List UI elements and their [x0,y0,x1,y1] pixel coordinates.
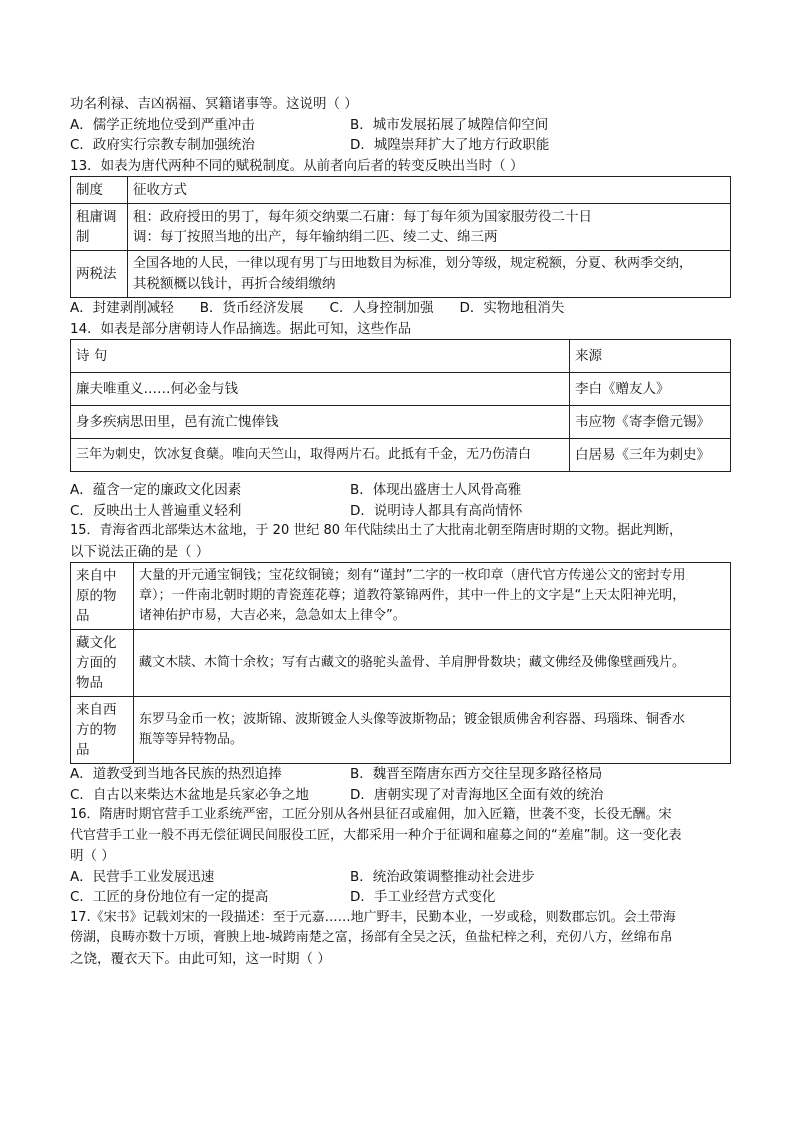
table-row [71,630,731,697]
q16-stem-line-3: 明（ ） [70,848,115,864]
table-row [71,340,731,373]
q12-options [70,115,730,136]
q15-options-row2 [70,785,730,806]
cell-line: 来自中 [76,568,117,584]
cell-line: 调：每丁按照当地的出产，每年输纳绢二匹、绫二丈、绵三两 [133,229,498,245]
q17-stem-line-2: 傍湖，良畴亦数十万顷，膏腴上地-城跨南楚之富，扬部有全吴之沃，鱼盐杞梓之利，充仞八方，丝绵布帛 [70,930,673,945]
table-cell [128,204,731,251]
q16-option-b[interactable]: B．统治政策调整推动社会进步 [350,868,535,885]
table-row [71,439,731,472]
q12-options-row2 [70,135,730,156]
q16-stem-line-1: 16．隋唐时期官营手工业系统严密，工匠分别从各州县征召或雇佣，加入匠籍，世袭不变，长役无酬。宋 [70,807,672,822]
q17-stem-line-1: 17.《宋书》记载刘宋的一段描述：至于元嘉……地广野丰，民勤本业，一岁或稔，则数郡忘饥。会土带海 [70,909,676,925]
q15-option-d[interactable]: D．唐朝实现了对青海地区全面有效的统治 [350,786,604,803]
table-cell: 白居易《三年为刺史》 [570,439,731,472]
q15-option-c[interactable]: C．自古以来柴达木盆地是兵家必争之地 [70,786,309,803]
q16-stem-line-2: 代官营手工业一般不再无偿征调民间服役工匠，大都采用一种介于征调和雇募之间的“差雇”制。这一变化表 [70,827,682,843]
table-row [71,251,731,298]
table-cell [71,630,134,697]
table-cell: 身多疾病思田里，邑有流亡愧俸钱 [71,406,570,439]
cell-line: 租：政府授田的男丁，每年须交纳粟二石庸：每丁每年须为国家服劳役二十日 [133,209,592,225]
q13-option-d[interactable]: D．实物地租消失 [459,300,565,316]
q14-stem: 14．如表是部分唐朝诗人作品摘选。据此可知，这些作品 [70,320,412,337]
q14-option-a[interactable]: A．蕴含一定的廉政文化因素 [70,482,242,498]
cell-line: 品 [76,608,90,624]
q14-option-c[interactable]: C．反映出士人普遍重义轻利 [70,502,242,519]
cell-line: 其税额概以钱计，再折合绫绢缴纳 [133,276,336,292]
q12-option-b[interactable]: B．城市发展拓展了城隍信仰空间 [350,116,549,133]
cell-line: 藏文化 [76,635,117,651]
table-cell [71,697,134,764]
table-cell [71,563,134,630]
exam-page [70,94,730,969]
table-header-cell: 诗 句 [71,340,570,373]
q15-option-a[interactable]: A．道教受到当地各民族的热烈追捧 [70,766,282,782]
q13-option-c[interactable]: C．人身控制加强 [329,300,434,316]
q13-option-a[interactable]: A．封建剥削减轻 [70,300,174,316]
q16-option-d[interactable]: D．手工业经营方式变化 [350,889,496,905]
q14-option-b[interactable]: B．体现出盛唐士人风骨高雅 [350,482,522,498]
table-row [71,177,731,204]
q16-option-c[interactable]: C．工匠的身份地位有一定的提高 [70,889,269,905]
cell-line: 方面的 [76,655,117,671]
cell-line: 全国各地的人民，一律以现有男丁与田地数目为标准，划分等级，规定税额，分夏、秋两季交纳， [133,256,693,271]
q12-stem: 功名利禄、吉凶祸福、冥籍诸事等。这说明（ ） [70,96,358,112]
q13-stem: 13．如表为唐代两种不同的赋税制度。从前者向后者的转变反映出当时（ ） [70,157,524,174]
table-row [71,204,731,251]
table-cell: 李白《赠友人》 [570,373,731,406]
q16-options [70,867,730,888]
table-header-cell: 来源 [570,340,731,373]
q16-option-a[interactable]: A．民营手工业发展迅速 [70,868,215,885]
q17-stem-line-3: 之饶，覆衣天下。由此可知，这一时期（ ） [70,950,331,967]
table-cell [134,697,731,764]
q13-option-b[interactable]: B．货币经济发展 [199,300,304,316]
cell-line: 东罗马金币一枚；波斯锦、波斯镀金人头像等波斯物品；镀金银质佛舍利容器、玛瑙珠、铜香水 [139,712,686,727]
q15-stem-line-2: 以下说法正确的是（ ） [70,543,210,560]
q13-table [70,176,731,298]
table-header-cell: 征收方式 [128,177,731,204]
table-cell: 廉夫唯重义……何必金与钱 [71,373,570,406]
table-cell [134,563,731,630]
cell-line: 瓶等等异特物品。 [139,732,244,747]
table-row [71,697,731,764]
q15-table [70,562,731,764]
q14-table [70,339,731,472]
table-cell: 三年为刺史，饮冰复食蘖。唯向天竺山，取得两片石。此抵有千金，无乃伤清白 [71,439,570,472]
q14-option-d[interactable]: D．说明诗人都具有高尚情怀 [350,502,523,519]
cell-line: 品 [76,742,90,758]
cell-line: 物品 [76,675,103,691]
cell-line: 原的物 [76,588,117,604]
q12-option-a[interactable]: A．儒学正统地位受到严重冲击 [70,116,255,133]
q15-stem-line-1: 15．青海省西北部柴达木盆地，于 20 世纪 80 年代陆续出土了大批南北朝至隋唐时期的文物。据此判断， [70,523,683,538]
q16-options-row2 [70,887,730,908]
q13-options [70,298,730,319]
cell-line: 藏文木牍、木简十余枚；写有古藏文的骆驼头盖骨、羊肩胛骨数块；藏文佛经及佛像壁画残片。 [139,655,686,670]
table-cell [128,251,731,298]
cell-line: 方的物 [76,722,117,738]
table-cell: 韦应物《寄李儋元锡》 [570,406,731,439]
cell-line: 诸神佑护市易，大吉必来，急急如太上律令”。 [139,608,406,623]
cell-line: 大量的开元通宝铜钱；宝花纹铜镜；刻有“谨封”二字的一枚印章（唐代官方传递公文的密封专用 [139,568,686,583]
table-cell: 租庸调制 [71,204,128,251]
q15-options [70,764,730,785]
table-header-cell: 制度 [71,177,128,204]
q14-options-row2 [70,501,730,522]
cell-line: 章）；一件南北朝时期的青瓷莲花尊；道教符篆锦两件，其中一件上的文字是“上天太阳神光明， [139,588,686,603]
q14-options [70,480,730,501]
q12-option-d[interactable]: D．城隍崇拜扩大了地方行政职能 [350,137,550,153]
q12-option-c[interactable]: C．政府实行宗教专制加强统治 [70,137,255,153]
table-row [71,563,731,630]
table-row [71,406,731,439]
table-cell: 两税法 [71,251,128,298]
spacer [70,472,730,480]
table-cell [134,630,731,697]
table-row [71,373,731,406]
cell-line: 来自西 [76,702,117,718]
q15-option-b[interactable]: B．魏晋至隋唐东西方交往呈现多路径格局 [350,766,603,782]
